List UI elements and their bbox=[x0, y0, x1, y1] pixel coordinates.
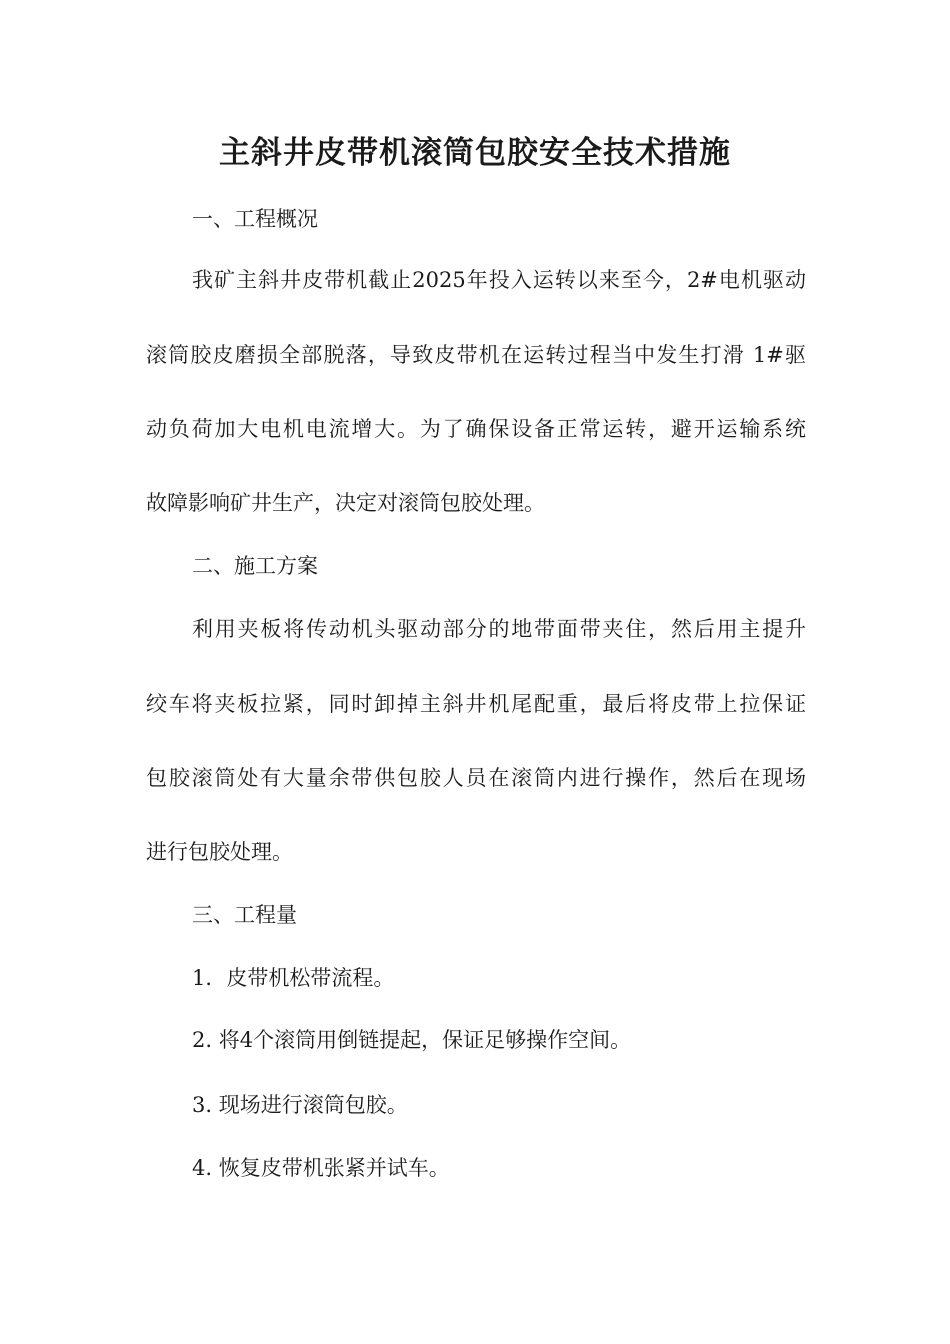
paragraph-line: 包胶滚筒处有大量余带供包胶人员在滚筒内进行操作，然后在现场 bbox=[146, 766, 806, 790]
list-item: 1．皮带机松带流程。 bbox=[192, 966, 395, 990]
paragraph-line: 动负荷加大电机电流增大。为了确保设备正常运转，避开运输系统 bbox=[146, 417, 806, 441]
paragraph-line: 利用夹板将传动机头驱动部分的地带面带夹住，然后用主提升 bbox=[192, 617, 806, 641]
list-item: 2. 将4个滚筒用倒链提起，保证足够操作空间。 bbox=[192, 1028, 632, 1052]
section-heading-overview: 一、工程概况 bbox=[192, 207, 318, 231]
section-heading-plan: 二、施工方案 bbox=[192, 554, 318, 578]
list-item: 4. 恢复皮带机张紧并试车。 bbox=[192, 1156, 450, 1180]
section-heading-workload: 三、工程量 bbox=[192, 903, 297, 927]
paragraph-line: 故障影响矿井生产，决定对滚筒包胶处理。 bbox=[146, 491, 545, 515]
document-title: 主斜井皮带机滚筒包胶安全技术措施 bbox=[219, 135, 731, 171]
paragraph-line: 进行包胶处理。 bbox=[146, 840, 293, 864]
paragraph-line: 绞车将夹板拉紧，同时卸掉主斜井机尾配重，最后将皮带上拉保证 bbox=[146, 692, 806, 716]
list-item: 3. 现场进行滚筒包胶。 bbox=[192, 1093, 408, 1117]
paragraph-line: 我矿主斜井皮带机截止2025年投入运转以来至今，2#电机驱动 bbox=[192, 268, 806, 292]
paragraph-line: 滚筒胶皮磨损全部脱落，导致皮带机在运转过程当中发生打滑 1#驱 bbox=[146, 343, 806, 367]
